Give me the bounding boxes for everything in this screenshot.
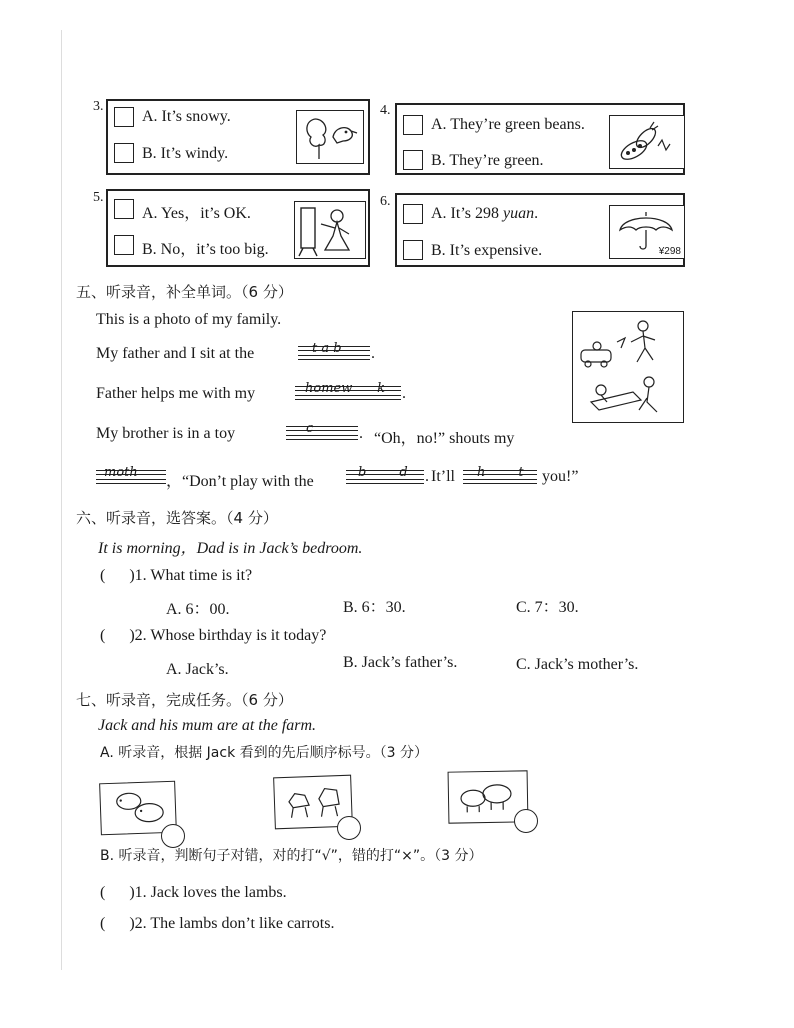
checkbox-q5b[interactable] [114, 235, 134, 255]
option-box-q5 [106, 189, 370, 267]
blank-bird[interactable]: b d [346, 470, 424, 484]
price-tag: ¥298 [658, 246, 681, 257]
s7-part-b: B. 听录音，判断句子对错，对的打“√”，错的打“×”。（3 分） [100, 848, 483, 864]
option-box-q3 [106, 99, 370, 175]
checkbox-q3b[interactable] [114, 143, 134, 163]
period: . [402, 385, 406, 402]
question-number: 6. [380, 194, 391, 209]
section-5-title: 五、听录音，补全单词。（6 分） [76, 283, 293, 301]
s6-q2-option-b[interactable]: B. Jack’s father’s. [343, 654, 458, 671]
checkbox-q5a[interactable] [114, 199, 134, 219]
s6-q1-option-c[interactable]: C. 7：30. [516, 599, 579, 616]
option-q3a: A. It’s snowy. [142, 108, 231, 125]
question-number: 4. [380, 103, 391, 118]
option-q6a: A. It’s 298 yuan. [431, 205, 539, 222]
s6-q2-option-a[interactable]: A. Jack’s. [166, 661, 229, 678]
s6-intro: It is morning，Dad is in Jack’s bedroom. [98, 540, 363, 557]
blank-homework[interactable]: homew k [295, 386, 401, 400]
question-number: 3. [93, 99, 104, 114]
option-q6b: B. It’s expensive. [431, 242, 543, 259]
period: . [359, 425, 363, 442]
period: . [371, 345, 375, 362]
family-scene-icon [572, 311, 684, 423]
question-number: 5. [93, 190, 104, 205]
s6-q1-option-a[interactable]: A. 6：00. [166, 601, 230, 618]
checkbox-q4a[interactable] [403, 115, 423, 135]
blank-mother[interactable]: moth [96, 470, 166, 484]
option-q4b: B. They’re green. [431, 152, 544, 169]
checkbox-q6b[interactable] [403, 240, 423, 260]
tree-duck-icon [296, 110, 364, 164]
option-q4a: A. They’re green beans. [431, 116, 585, 133]
s6-q2-option-c[interactable]: C. Jack’s mother’s. [516, 656, 639, 673]
option-box-q4 [395, 103, 685, 175]
s5-line-1: This is a photo of my family. [96, 311, 282, 328]
s5-line-5-end: you!” [542, 468, 579, 485]
scan-margin-line [61, 30, 62, 970]
girl-mirror-icon [294, 201, 366, 259]
section-7-title: 七、听录音，完成任务。（6 分） [76, 691, 293, 709]
blank-table[interactable]: t a b [298, 346, 370, 360]
option-q3b: B. It’s windy. [142, 145, 229, 162]
checkbox-q4b[interactable] [403, 150, 423, 170]
s6-q1-option-b[interactable]: B. 6：30. [343, 599, 406, 616]
period: . [425, 468, 429, 485]
order-circle-2[interactable] [337, 816, 361, 840]
s7-b-statement-2: ( )2. The lambs don’t like carrots. [100, 915, 335, 932]
s5-itll: It’ll [431, 468, 455, 485]
s7-part-a: A. 听录音，根据 Jack 看到的先后顺序标号。（3 分） [100, 745, 429, 761]
s5-line-2: My father and I sit at the [96, 345, 255, 362]
checkbox-q6a[interactable] [403, 204, 423, 224]
option-box-q6 [395, 193, 685, 267]
s5-line-4: My brother is in a toy [96, 425, 236, 442]
s6-question-2: ( )2. Whose birthday is it today? [100, 627, 327, 644]
option-q5a: A. Yes，it’s OK. [142, 205, 251, 222]
s5-line-4-end: “Oh，no!” shouts my [374, 430, 515, 447]
order-circle-3[interactable] [514, 809, 538, 833]
umbrella-icon [609, 205, 685, 259]
s7-intro: Jack and his mum are at the farm. [98, 717, 317, 734]
section-6-title: 六、听录音，选答案。（4 分） [76, 509, 278, 527]
blank-car[interactable]: c [286, 426, 358, 440]
option-q5b: B. No，it’s too big. [142, 241, 269, 258]
s7-b-statement-1: ( )1. Jack loves the lambs. [100, 884, 287, 901]
checkbox-q3a[interactable] [114, 107, 134, 127]
blank-hurt[interactable]: h t [463, 470, 537, 484]
s5-line-3: Father helps me with my [96, 385, 256, 402]
beans-icon [609, 115, 685, 169]
s5-line-5-mid: ，“Don’t play with the [166, 473, 314, 490]
s6-question-1: ( )1. What time is it? [100, 567, 253, 584]
